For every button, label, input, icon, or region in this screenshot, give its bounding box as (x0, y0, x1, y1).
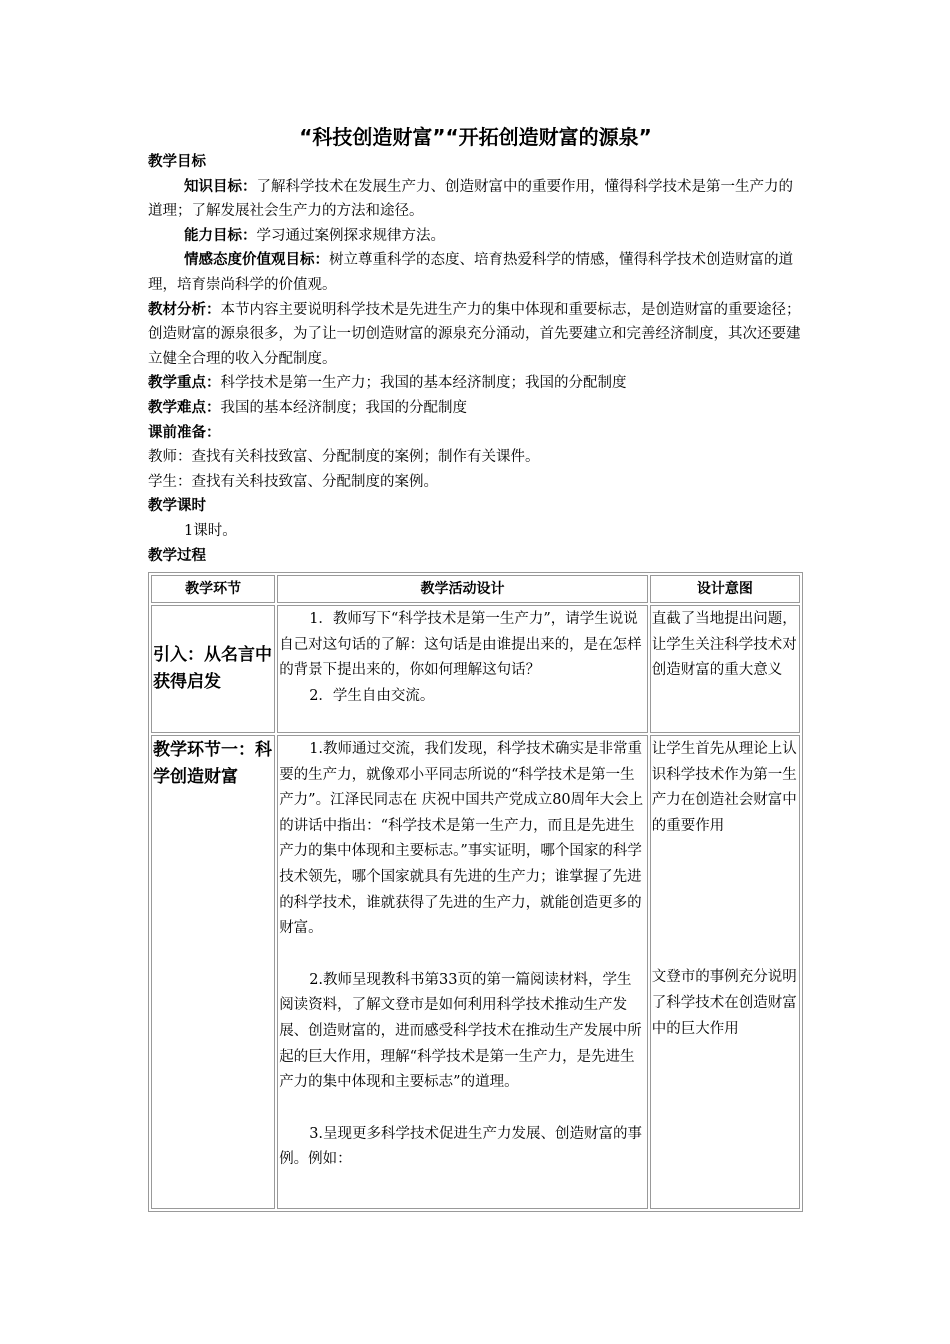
analysis-label: 教材分析： (148, 301, 221, 318)
activity-cell (277, 605, 648, 733)
activity-cell (277, 735, 648, 1209)
difficult-text: 我国的基本经济制度；我国的分配制度 (220, 399, 467, 416)
prep-teacher: 教师：查找有关科技致富、分配制度的案例；制作有关课件。 (148, 449, 540, 466)
table-row (151, 735, 800, 1209)
process-table (148, 572, 803, 1212)
key-label: 教学重点： (148, 375, 221, 392)
activity-paragraph: 1．教师写下“科学技术是第一生产力”，请学生说说自己对这句话的了解：这句话是由谁提出来的，是在怎样的背景下提出来的，你如何理解这句话？ (279, 611, 642, 679)
ability-goal (148, 224, 803, 249)
activity-paragraph: 2.教师呈现教科书第33页的第一篇阅读材料，学生阅读资料，了解文登市是如何利用科学技术推动生产发展、创造财富的，进而感受科学技术在推动生产发展中所起的巨大作用，理解“科学技术是第一生产力，是先进生产力的集中体现和主要标志”的道理。 (279, 971, 642, 1091)
table-row (151, 605, 800, 733)
stage-cell: 教学环节一：科学创造财富 (151, 735, 275, 1209)
table-header-row (151, 575, 800, 603)
knowledge-text: 了解科学技术在发展生产力、创造财富中的重要作用，懂得科学技术是第一生产力的道理；了解发展社会生产力的方法和途径。 (148, 178, 793, 220)
intent-paragraph: 文登市的事例充分说明了科学技术在创造财富中的巨大作用 (651, 969, 797, 1037)
intent-paragraph: 直截了当地提出问题，让学生关注科学技术对创造财富的重大意义 (651, 611, 797, 679)
header-activity: 教学活动设计 (277, 575, 648, 603)
difficult-label: 教学难点： (148, 399, 221, 416)
material-analysis (148, 298, 803, 372)
hours-text: 1课时。 (184, 522, 237, 539)
hours-heading: 教学课时 (148, 498, 206, 515)
knowledge-label: 知识目标： (184, 178, 257, 195)
emotion-goal (148, 248, 803, 297)
teaching-key-points (148, 371, 803, 396)
intent-cell (650, 735, 800, 1209)
document-title: “科技创造财富”“开拓创造财富的源泉” (299, 125, 652, 149)
header-intent: 设计意图 (650, 575, 800, 603)
emotion-text: 树立尊重科学的态度、培育热爱科学的情感，懂得科学技术创造财富的道理，培育崇尚科学的价值观。 (148, 252, 793, 293)
activity-paragraph: 2．学生自由交流。 (309, 687, 435, 704)
intent-paragraph: 让学生首先从理论上认识科学技术作为第一生产力在创造社会财富中的重要作用 (651, 741, 797, 834)
goals-heading: 教学目标 (148, 154, 206, 170)
key-text: 科学技术是第一生产力；我国的基本经济制度；我国的分配制度 (220, 375, 627, 392)
intent-cell (650, 605, 800, 733)
ability-text: 学习通过案例探求规律方法。 (256, 227, 445, 244)
prep-student: 学生：查找有关科技致富、分配制度的案例。 (148, 473, 438, 490)
analysis-text: 本节内容主要说明科学技术是先进生产力的集中体现和重要标志，是创造财富的重要途径；创造财富的源泉很多，为了让一切创造财富的源泉充分涌动，首先要建立和完善经济制度，其次还要建立健全合理的收入分配制度。 (148, 301, 801, 367)
document-body (148, 150, 803, 568)
teaching-difficulties (148, 396, 803, 421)
stage-cell: 引入：从名言中获得启发 (151, 605, 275, 733)
knowledge-goal (148, 175, 803, 224)
ability-label: 能力目标： (184, 227, 257, 244)
process-heading: 教学过程 (148, 547, 206, 564)
activity-paragraph: 1.教师通过交流，我们发现，科学技术确实是非常重要的生产力，就像邓小平同志所说的“科学技术是第一生产力”。江泽民同志在 庆祝中国共产党成立80周年大会上的讲话中指出：“科学技术是第一生产力，而且是先进生产力的集中体现和主要标志。”事实证明，哪个国家的科学技术领先，哪个国家就具有先进的生产力；谁掌握了先进的科学技术，谁就获得了先进的生产力，就能创造更多的财富。 (279, 741, 644, 937)
activity-paragraph: 3.呈现更多科学技术促进生产力发展、创造财富的事例。例如： (279, 1125, 643, 1168)
emotion-label: 情感态度价值观目标： (184, 252, 329, 269)
header-stage: 教学环节 (151, 575, 275, 603)
prep-heading: 课前准备： (148, 424, 221, 441)
